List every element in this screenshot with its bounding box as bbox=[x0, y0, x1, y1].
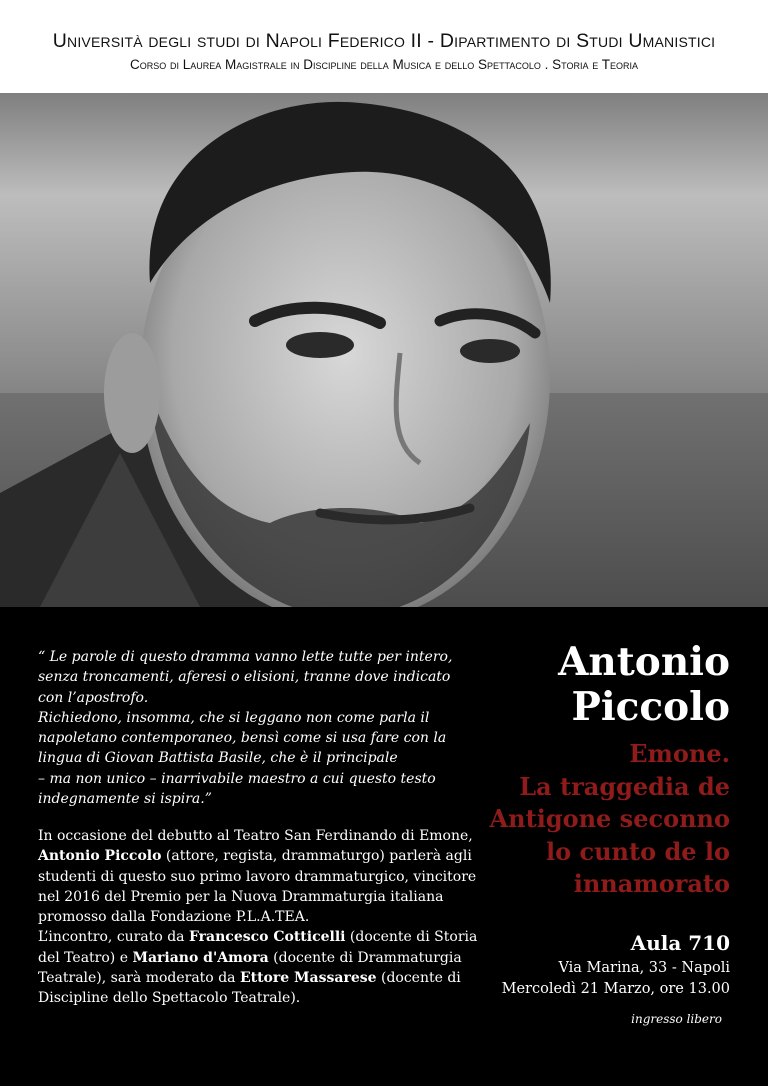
room-label: Aula 710 bbox=[630, 931, 730, 955]
description-text: L’incontro, curato da bbox=[38, 929, 189, 946]
portrait-illustration bbox=[0, 93, 768, 607]
description-text: In occasione del debutto al Teatro San Ferdinando di Emone, bbox=[38, 828, 473, 844]
description-text: (docente di Drammaturgia Teatrale), sarà moderato da bbox=[38, 949, 462, 987]
event-description bbox=[38, 826, 478, 1009]
header-band bbox=[0, 0, 768, 93]
free-entry-note: ingresso libero bbox=[631, 1012, 722, 1026]
play-quote: “ Le parole di questo dramma vanno lette tutte per intero, senza troncamenti, aferesi o elisioni, tranne dove indicato con l’apostrofo. Richiedono, insomma, che si leggano non come parla il napoletano contemporaneo, bensì come si usa fare con la lingua di Giovan Battista Basile, che è il principale – ma non unico – inarrivabile maestro a cui questo testo indegnamente si ispira.” bbox=[38, 649, 453, 808]
course-subtitle: Corso di Laurea Magistrale in Discipline della Musica e dello Spettacolo . Storia e Teoria bbox=[129, 57, 639, 72]
university-title: Università degli studi di Napoli Federico II - Dipartimento di Studi Umanistici bbox=[52, 30, 716, 52]
event-address-date: Via Marina, 33 - Napoli Mercoledì 21 Marzo, ore 13.00 bbox=[501, 960, 730, 997]
description-text: (attore, regista, drammaturgo) parlerà agli studenti di questo suo primo lavoro drammaturgico, vincitore nel 2016 del Premio per la Nuova Drammaturgia italiana promosso dalla Fondazione P.L.A.TEA. bbox=[38, 848, 477, 926]
curator-name: Francesco Cotticelli bbox=[188, 929, 346, 946]
work-title: Emone. La traggedia de Antigone seconno lo cunto de lo innamorato bbox=[489, 739, 730, 898]
speaker-name: Antonio Piccolo bbox=[558, 639, 730, 730]
speaker-name-inline: Antonio Piccolo bbox=[38, 848, 162, 865]
moderator-name: Ettore Massarese bbox=[239, 970, 377, 987]
speaker-portrait bbox=[0, 93, 768, 607]
description-text: (docente di Storia del Teatro) e bbox=[38, 929, 478, 966]
curator-name: Mariano d'Amora bbox=[132, 949, 269, 966]
description-text: (docente di Discipline dello Spettacolo Teatrale). bbox=[38, 970, 461, 1007]
